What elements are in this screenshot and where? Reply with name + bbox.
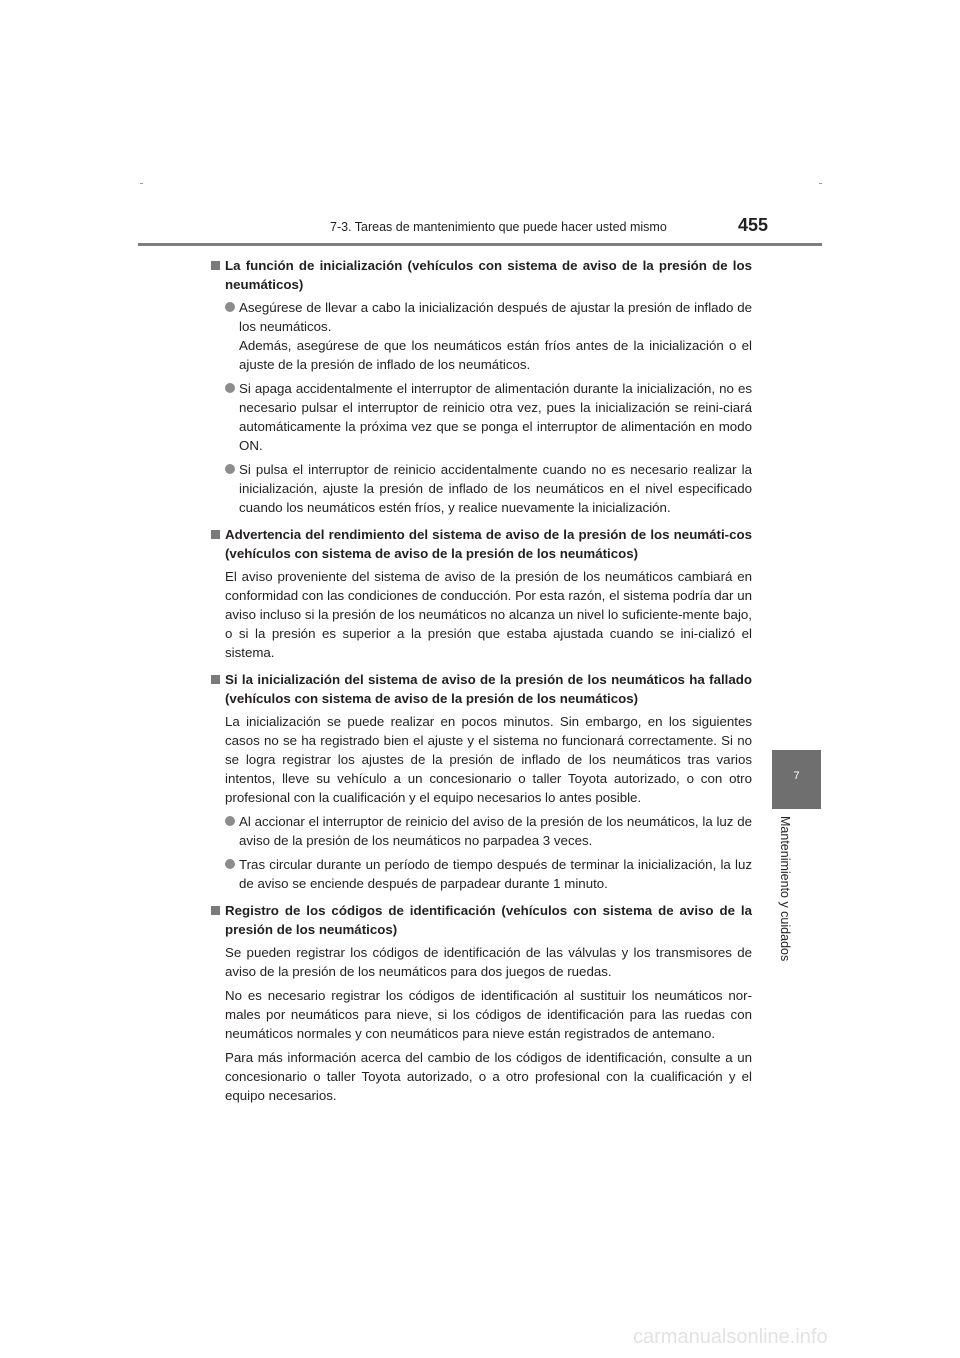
header-divider <box>138 243 822 246</box>
crop-mark-right <box>819 183 822 184</box>
circle-bullet-icon <box>225 302 235 312</box>
circle-bullet-icon <box>225 859 235 869</box>
square-bullet-icon <box>211 675 220 684</box>
chapter-tab <box>772 750 821 809</box>
bullet-item: Asegúrese de llevar a cabo la inicialización después de ajustar la presión de inflado de los neumáticos. Además, asegúrese de que los neumáticos están fríos antes de la inicialización o el ajuste de la presión de inflado de los neumáticos. <box>225 298 752 374</box>
watermark: carmanualsonline.info <box>633 1326 828 1348</box>
section-heading: Si la inicialización del sistema de aviso de la presión de los neumáticos ha fallado (vehículos con sistema de aviso de la presión de los neumáticos) <box>211 670 752 708</box>
main-content <box>211 256 752 1110</box>
section-heading: Advertencia del rendimiento del sistema de aviso de la presión de los neumáti-cos (vehículos con sistema de aviso de la presión de los neumáticos) <box>211 525 752 563</box>
circle-bullet-icon <box>225 816 235 826</box>
section-heading: Registro de los códigos de identificación (vehículos con sistema de aviso de la presión de los neumáticos) <box>211 901 752 939</box>
chapter-title: Mantenimiento y cuidados <box>778 816 792 962</box>
chapter-number: 7 <box>793 770 800 782</box>
bullet-item: Al accionar el interruptor de reinicio del aviso de la presión de los neumáticos, la luz de aviso de la presión de los neumáticos no parpadea 3 veces. <box>225 812 752 850</box>
header-section-title: 7-3. Tareas de mantenimiento que puede hacer usted mismo <box>330 220 667 234</box>
body-paragraph: Se pueden registrar los códigos de identificación de las válvulas y los transmisores de aviso de la presión de los neumáticos para dos juegos de ruedas. <box>225 945 752 979</box>
section-heading: La función de inicialización (vehículos con sistema de aviso de la presión de los neumáticos) <box>211 256 752 294</box>
body-paragraph: La inicialización se puede realizar en pocos minutos. Sin embargo, en los siguientes casos no se ha registrado bien el ajuste y el sistema no funcionará correctamente. Si no se logra registrar los ajustes de la presión de inflado de los neumáticos tras varios intentos, lleve su vehículo a un concesionario o taller Toyota autorizado, o con otro profesional con la cualificación y el equipo necesarios lo antes posible. <box>225 714 752 805</box>
body-paragraph: El aviso proveniente del sistema de aviso de la presión de los neumáticos cambiará en conformidad con las condiciones de conducción. Por esta razón, el sistema podría dar un aviso incluso si la presión de los neumáticos no alcanza un nivel lo suficiente-mente bajo, o si la presión es superior a la presión que estaba ajustada cuando se ini-cializó el sistema. <box>225 569 752 660</box>
square-bullet-icon <box>211 261 220 270</box>
body-paragraph: Para más información acerca del cambio de los códigos de identificación, consulte a un concesionario o taller Toyota autorizado, o a otro profesional con la cualificación y el equipo necesarios. <box>225 1050 752 1103</box>
square-bullet-icon <box>211 906 220 915</box>
crop-mark-left <box>140 183 143 184</box>
circle-bullet-icon <box>225 383 235 393</box>
bullet-item: Si apaga accidentalmente el interruptor de alimentación durante la inicialización, no es necesario pulsar el interruptor de reinicio otra vez, pues la inicialización se reini-ciará automáticamente la próxima vez que se ponga el interruptor de alimentación en modo ON. <box>225 379 752 455</box>
bullet-item: Tras circular durante un período de tiempo después de terminar la inicialización, la luz de aviso se enciende después de parpadear durante 1 minuto. <box>225 855 752 893</box>
circle-bullet-icon <box>225 464 235 474</box>
body-paragraph: No es necesario registrar los códigos de identificación al sustituir los neumáticos nor-males por neumáticos para nieve, si los códigos de identificación para las ruedas con neumáticos normales y con neumáticos para nieve están registrados de antemano. <box>225 988 752 1041</box>
page-number: 455 <box>738 215 769 235</box>
bullet-item: Si pulsa el interruptor de reinicio accidentalmente cuando no es necesario realizar la inicialización, ajuste la presión de inflado de los neumáticos en el nivel especificado cuando los neumáticos estén fríos, y realice nuevamente la inicialización. <box>225 460 752 517</box>
square-bullet-icon <box>211 530 220 539</box>
